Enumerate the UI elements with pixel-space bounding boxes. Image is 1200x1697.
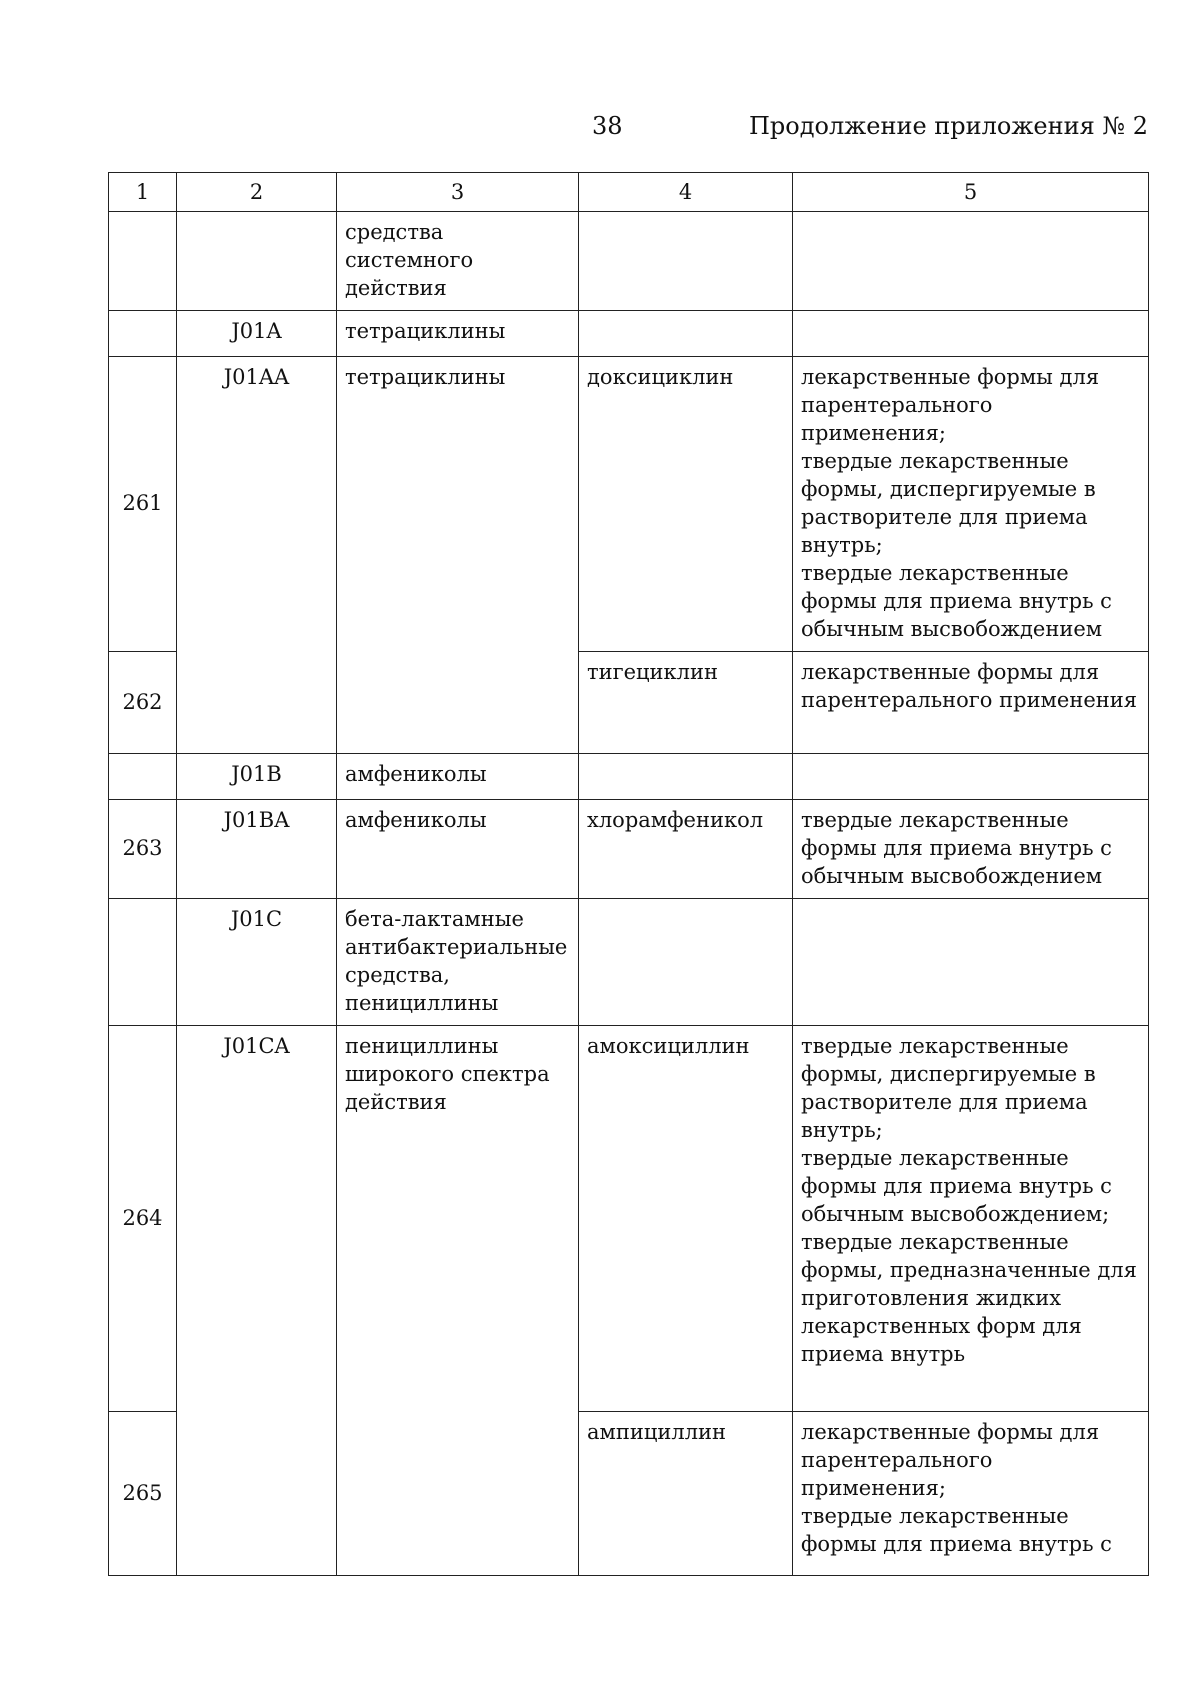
group-cell: тетрациклины (337, 311, 579, 357)
drug-cell: хлорамфеникол (579, 800, 793, 899)
group-cell: пенициллины широкого спектра действия (337, 1026, 579, 1576)
atc-code-cell: J01B (177, 754, 337, 800)
atc-code-cell (177, 212, 337, 311)
table-row (109, 1026, 1149, 1412)
atc-code-cell: J01C (177, 899, 337, 1026)
forms-cell: твердые лекарственные формы для приема внутрь с обычным высвобождением (793, 800, 1149, 899)
row-number-cell (109, 311, 177, 357)
column-header: 3 (337, 173, 579, 212)
column-header: 4 (579, 173, 793, 212)
forms-cell: лекарственные формы для парентерального применения (793, 652, 1149, 754)
row-number-cell (109, 212, 177, 311)
drug-cell: ампициллин (579, 1412, 793, 1576)
group-cell: средства системного действия (337, 212, 579, 311)
table-header-row (109, 173, 1149, 212)
forms-cell (793, 899, 1149, 1026)
column-header: 5 (793, 173, 1149, 212)
row-number-cell: 261 (109, 357, 177, 652)
atc-code-cell: J01A (177, 311, 337, 357)
row-number-cell (109, 899, 177, 1026)
page-number: 38 (592, 112, 623, 140)
page-title: Продолжение приложения № 2 (748, 112, 1148, 140)
row-number-cell (109, 754, 177, 800)
atc-code-cell: J01BA (177, 800, 337, 899)
table-row (109, 212, 1149, 311)
medicines-table (108, 172, 1149, 1576)
table-row (109, 800, 1149, 899)
row-number-cell: 263 (109, 800, 177, 899)
group-cell: тетрациклины (337, 357, 579, 754)
atc-code-cell: J01CA (177, 1026, 337, 1576)
row-number-cell: 262 (109, 652, 177, 754)
row-number-cell: 264 (109, 1026, 177, 1412)
row-number-cell: 265 (109, 1412, 177, 1576)
group-cell: бета-лактамные антибактериальные средства, пенициллины (337, 899, 579, 1026)
drug-cell (579, 754, 793, 800)
drug-cell (579, 212, 793, 311)
drug-cell: тигециклин (579, 652, 793, 754)
table-row (109, 357, 1149, 652)
table-row (109, 899, 1149, 1026)
drug-cell (579, 311, 793, 357)
table-row (109, 311, 1149, 357)
table-row (109, 754, 1149, 800)
column-header: 2 (177, 173, 337, 212)
drug-cell: амоксициллин (579, 1026, 793, 1412)
forms-cell: лекарственные формы для парентерального применения; твердые лекарственные формы для приема внутрь с (793, 1412, 1149, 1576)
atc-code-cell: J01AA (177, 357, 337, 754)
group-cell: амфениколы (337, 754, 579, 800)
forms-cell: лекарственные формы для парентерального применения; твердые лекарственные формы, диспергируемые в растворителе для приема внутрь; твердые лекарственные формы для приема внутрь с обычным высвобождением (793, 357, 1149, 652)
drug-cell: доксициклин (579, 357, 793, 652)
forms-cell (793, 311, 1149, 357)
drug-cell (579, 899, 793, 1026)
forms-cell (793, 754, 1149, 800)
forms-cell: твердые лекарственные формы, диспергируемые в растворителе для приема внутрь; твердые лекарственные формы для приема внутрь с обычным высвобождением; твердые лекарственные формы, предназначенные для приготовления жидких лекарственных форм для приема внутрь (793, 1026, 1149, 1412)
forms-cell (793, 212, 1149, 311)
group-cell: амфениколы (337, 800, 579, 899)
column-header: 1 (109, 173, 177, 212)
